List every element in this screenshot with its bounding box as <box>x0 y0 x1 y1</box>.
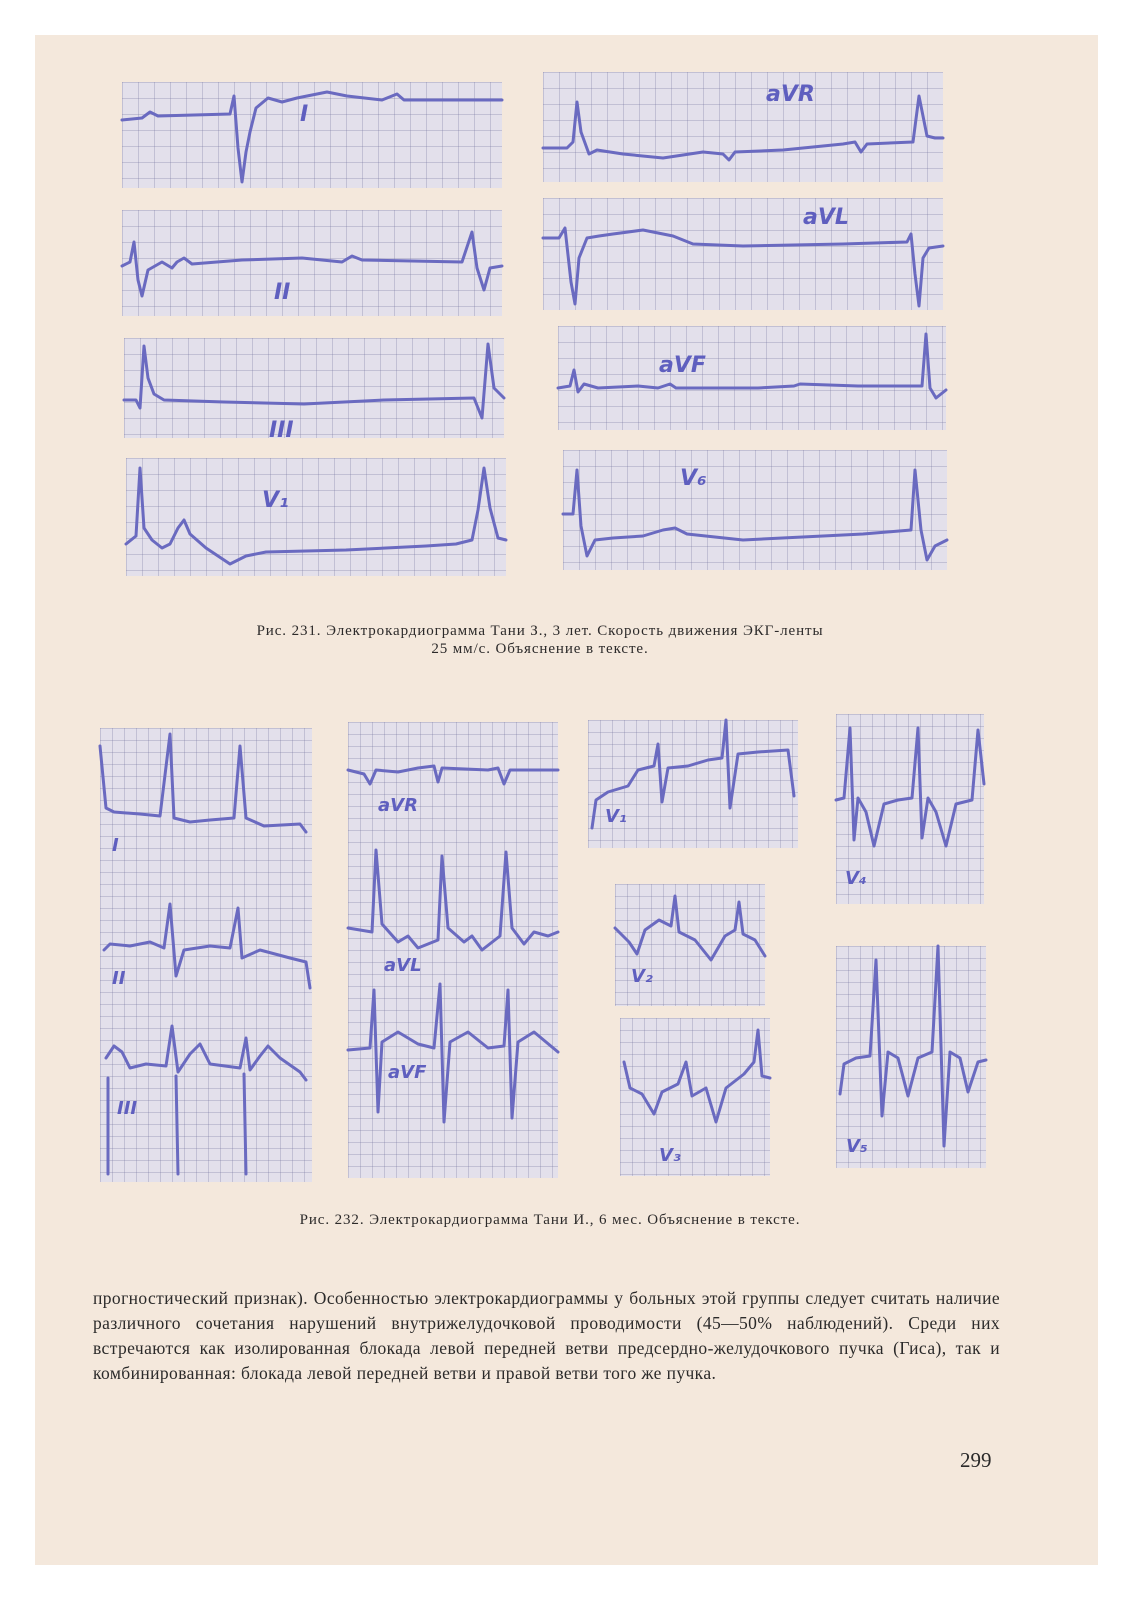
ecg-trace <box>558 326 946 430</box>
ecg-strip-lead-v5 <box>836 946 986 1168</box>
lead-label: aVF <box>388 1062 427 1083</box>
ecg-trace <box>543 72 943 182</box>
caption-line: Рис. 231. Электрокардиограмма Тани З., 3 лет. Скорость движения ЭКГ-ленты <box>256 623 824 639</box>
ecg-trace <box>836 946 986 1168</box>
lead-label: III <box>269 418 294 443</box>
lead-label: aVF <box>659 353 706 378</box>
lead-label: II <box>112 968 126 989</box>
ecg-strip-lead-avf <box>558 326 946 430</box>
lead-label: III <box>117 1098 138 1119</box>
ecg-strip-lead-avr <box>543 72 943 182</box>
ecg-strip-augmented-leads <box>348 722 558 1178</box>
lead-label: V₂ <box>631 966 653 987</box>
ecg-strip-lead-v1 <box>588 720 798 848</box>
ecg-strip-lead-i <box>122 82 502 188</box>
ecg-trace <box>122 82 502 188</box>
ecg-strip-lead-ii <box>122 210 502 316</box>
lead-label: aVL <box>384 955 422 976</box>
lead-label: V₄ <box>845 868 867 889</box>
figure-231-caption <box>120 622 960 658</box>
ecg-trace <box>588 720 798 848</box>
figure-232-caption <box>120 1211 980 1229</box>
ecg-trace <box>620 1018 770 1176</box>
lead-label: V₁ <box>605 806 627 827</box>
lead-label: aVR <box>766 82 815 107</box>
body-paragraph: прогностический признак). Особенностью электрокардиограммы у больных этой группы следует считать наличие различного сочетания нарушений внутрижелудочковой проводимости (45—50% наблюдений). Среди них встречаются как изолированная блокада левой передней ветви предсердно-желудочкового пучка (Гиса), так и комбинированная: блокада левой передней ветви и правой ветви того же пучка. <box>93 1288 1000 1383</box>
ecg-trace <box>563 450 947 570</box>
lead-label: V₃ <box>659 1145 681 1166</box>
ecg-strip-lead-v6 <box>563 450 947 570</box>
ecg-strip-lead-avl <box>543 198 943 310</box>
lead-label: I <box>112 835 119 856</box>
lead-label: I <box>300 102 309 127</box>
ecg-trace <box>124 338 504 438</box>
lead-label: V₆ <box>680 466 707 491</box>
ecg-trace <box>122 210 502 316</box>
lead-label: V₅ <box>846 1136 868 1157</box>
ecg-strip-lead-v1 <box>126 458 506 576</box>
ecg-strip-lead-v2 <box>615 884 765 1006</box>
page-number: 299 <box>960 1448 992 1472</box>
caption-line: 25 мм/с. Объяснение в тексте. <box>431 641 649 657</box>
lead-label: II <box>274 280 291 305</box>
caption-line: Рис. 232. Электрокардиограмма Тани И., 6 мес. Объяснение в тексте. <box>299 1212 801 1228</box>
ecg-strip-lead-v3 <box>620 1018 770 1176</box>
ecg-trace <box>543 198 943 310</box>
ecg-trace <box>126 458 506 576</box>
lead-label: aVR <box>378 795 418 816</box>
ecg-trace <box>615 884 765 1006</box>
lead-label: aVL <box>803 205 849 230</box>
ecg-strip-lead-iii <box>124 338 504 438</box>
lead-label: V₁ <box>262 488 289 513</box>
ecg-trace <box>348 722 558 1178</box>
